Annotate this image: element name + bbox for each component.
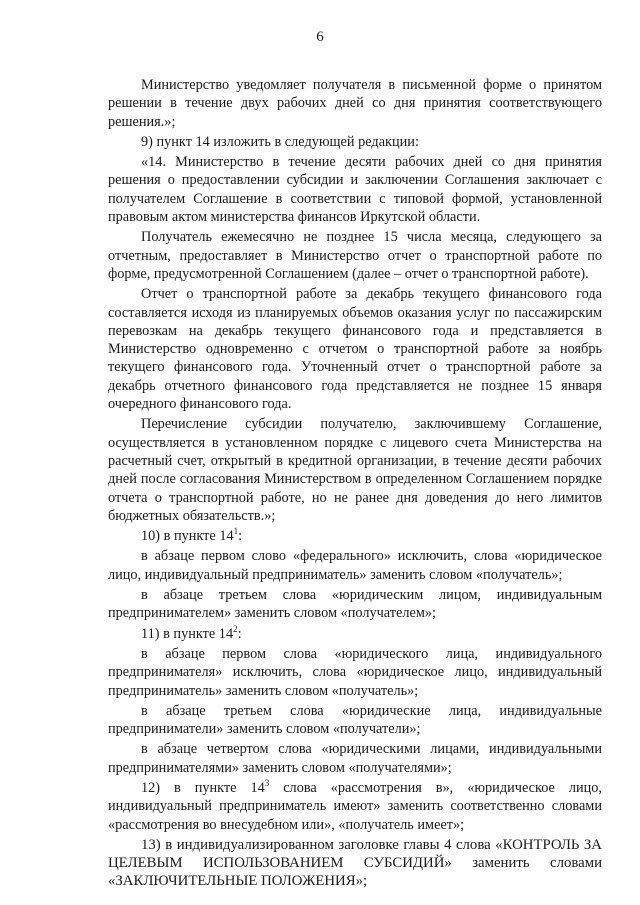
superscript: 2 xyxy=(233,623,238,634)
paragraph-text: Отчет о транспортной работе за декабрь текущего финансового года составляется исходя из планируемых объемов оказания услуг по пассажирским перевозкам на декабрь текущего финансового года и представляется в Министерство одновременно с отчетом о транспортной работе за ноябрь текущего финансового года. Уточненный отчет о транспортной работе за декабрь отчетного финансового года представляется не позднее 15 января очередного финансового года. xyxy=(108,286,602,413)
paragraph xyxy=(108,625,602,643)
paragraph-text: в абзаце первом слово «федерального» исключить, слова «юридическое лицо, индивидуальный предприниматель» заменить словом «получатель»; xyxy=(108,548,602,583)
paragraph xyxy=(108,645,602,700)
paragraph-text: 10) в пункте 14 xyxy=(141,528,234,545)
paragraph xyxy=(108,527,602,545)
paragraph xyxy=(108,586,602,623)
paragraph xyxy=(108,415,602,525)
paragraph-text: в абзаце третьем слова «юридические лица, индивидуальные предприниматели» заменить словом «получатели»; xyxy=(108,702,602,738)
paragraph xyxy=(108,740,602,777)
paragraph xyxy=(108,702,602,739)
superscript: 1 xyxy=(233,526,239,537)
paragraph-text: 12) в пункте 14 xyxy=(141,779,265,796)
paragraph xyxy=(108,133,602,151)
paragraph xyxy=(108,836,602,891)
paragraph-text: 11) в пункте 14 xyxy=(141,625,234,642)
paragraph-text: 9) пункт 14 изложить в следующей редакции: xyxy=(141,133,419,150)
paragraph xyxy=(108,76,602,131)
paragraph-text-continued: : xyxy=(237,625,242,642)
paragraph xyxy=(108,285,602,413)
paragraph-text: Получатель ежемесячно не позднее 15 числа месяца, следующего за отчетным, предоставляет в Министерство отчет о транспортной работе по форме, предусмотренной Соглашением (далее – отчет о транспортной работе). xyxy=(108,229,602,282)
paragraph-text: Министерство уведомляет получателя в письменной форме о принятом решении в течение двух рабочих дней со дня принятия соответствующего решения.»; xyxy=(108,77,602,130)
paragraph-text: «14. Министерство в течение десяти рабочих дней со дня принятия решения о предоставлении субсидии и заключении Соглашения заключает с получателем Соглашение в соответствии с типовой формой, установленной правовым актом министерства финансов Иркутской области. xyxy=(108,154,602,226)
superscript: 3 xyxy=(264,777,270,788)
paragraph-text: 13) в индивидуализированном заголовке главы 4 слова «КОНТРОЛЬ ЗА ЦЕЛЕВЫМ ИСПОЛЬЗОВАНИЕМ СУБСИДИЙ» заменить словами «ЗАКЛЮЧИТЕЛЬНЫЕ ПОЛОЖЕНИЯ»; xyxy=(108,836,602,890)
paragraph-text: в абзаце первом слова «юридического лица, индивидуального предпринимателя» исключить, слова «юридическое лицо, индивидуальный предприниматель» заменить словом «получатель»; xyxy=(108,645,602,699)
paragraph xyxy=(108,153,602,226)
paragraph-text: в абзаце четвертом слова «юридическими лицами, индивидуальными предпринимателями» заменить словом «получателями»; xyxy=(108,741,602,776)
paragraph xyxy=(108,547,602,584)
page-number: 6 xyxy=(316,29,324,45)
paragraph-text: Перечисление субсидии получателю, заключившему Соглашение, осуществляется в установленном порядке с лицевого счета Министерства на расчетный счет, открытый в кредитной организации, в течение десяти рабочих дней после согласования Министерством в определенном Соглашением порядке отчета о транспортной работе, но не ранее дня доведения до него лимитов бюджетных обязательств.»; xyxy=(108,416,602,524)
paragraph-text-continued: слова «рассмотрения в», «юридическое лицо, индивидуальный предприниматель имеют» заменить соответственно словами «рассмотрения во внесудебном или», «получатель имеет»; xyxy=(108,779,602,833)
paragraph xyxy=(108,779,602,834)
paragraph-text-continued: : xyxy=(238,528,243,545)
paragraph-text: в абзаце третьем слова «юридическим лицом, индивидуальным предпринимателем» заменить словом «получателем»; xyxy=(108,587,602,622)
document-body xyxy=(108,76,602,893)
paragraph xyxy=(108,228,602,283)
